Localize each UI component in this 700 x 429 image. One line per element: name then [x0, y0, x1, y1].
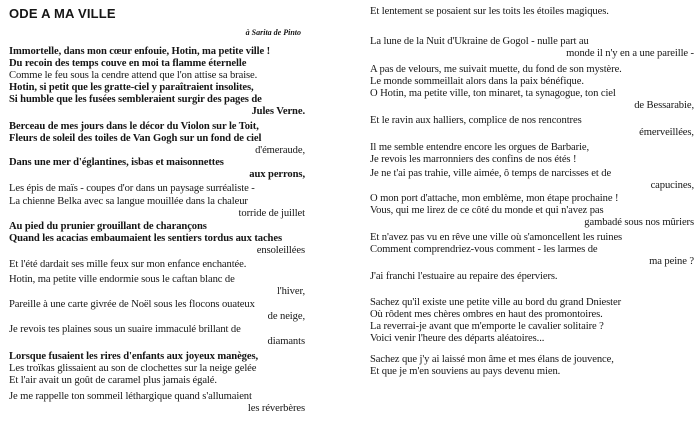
poem-line: Hotin, ma petite ville endormie sous le caftan blanc de	[9, 274, 235, 285]
poem-line: Il me semble entendre encore les orgues de Barbarie,	[370, 142, 590, 153]
poem-line: Si humble que les fusées sembleraient surgir des pages de	[9, 94, 262, 105]
poem-line: Comment comprendriez-vous comment - les larmes de	[370, 244, 598, 255]
poem-line: Vous, qui me lirez de ce côté du monde et qui n'avez pas	[370, 205, 604, 216]
poem-line: A pas de velours, me suivait muette, du fond de son mystère.	[370, 64, 622, 75]
poem-line: Et n'avez pas vu en rêve une ville où s'amoncellent les ruines	[370, 232, 623, 243]
poem-line: monde il n'y en a une pareille -	[566, 48, 694, 59]
poem-line: Berceau de mes jours dans le décor du Violon sur le Toit,	[9, 121, 259, 132]
poem-line: de neige,	[267, 311, 305, 322]
poem-line: diamants	[267, 336, 305, 347]
poem-line: Quand les acacias embaumaient les sentiers tordus aux taches	[9, 233, 282, 244]
poem-line: Immortelle, dans mon cœur enfouie, Hotin, ma petite ville !	[9, 46, 271, 57]
poem-line: ensoleillées	[256, 245, 305, 256]
poem-line: Je me rappelle ton sommeil léthargique quand s'allumaient	[9, 391, 252, 402]
poem-line: Hotin, si petit que les gratte-ciel y paraîtraient insolites,	[9, 82, 254, 93]
poem-line: O mon port d'attache, mon emblème, mon étape prochaine !	[370, 193, 619, 204]
poem-line: La reverrai-je avant que m'emporte le cavalier solitaire ?	[370, 321, 604, 332]
poem-line: Sachez que j'y ai laissé mon âme et mes élans de jouvence,	[370, 354, 614, 365]
poem-line: Le monde sommeillait alors dans la paix bénéfique.	[370, 76, 584, 87]
poem-line: Je revois tes plaines sous un suaire immaculé brillant de	[9, 324, 241, 335]
poem-line: ma peine ?	[649, 256, 694, 267]
poem-line: Où rôdent mes chères ombres en haut des promontoires.	[370, 309, 603, 320]
poem-line: émerveillées,	[639, 127, 694, 138]
poem-title: ODE A MA VILLE	[9, 6, 116, 21]
poem-line: Jules Verne.	[251, 106, 305, 117]
poem-line: Dans une mer d'églantines, isbas et maisonnettes	[9, 157, 224, 168]
poem-line: d'émeraude,	[255, 145, 305, 156]
poem-line: Voici venir l'heure des départs aléatoires...	[370, 333, 545, 344]
poem-line: Et que je m'en souviens au pays devenu mien.	[370, 366, 561, 377]
poem-line: gambadé sous nos mûriers	[584, 217, 694, 228]
poem-line: de Bessarabie,	[634, 100, 694, 111]
poem-line: Fleurs de soleil des toiles de Van Gogh sur un fond de ciel	[9, 133, 262, 144]
poem-line: aux perrons,	[249, 169, 305, 180]
poem-line: Je revois les marronniers des confins de nos étés !	[370, 154, 577, 165]
poem-line: La lune de la Nuit d'Ukraine de Gogol - nulle part au	[370, 36, 589, 47]
poem-line: O Hotin, ma petite ville, ton minaret, ta synagogue, ton ciel	[370, 88, 616, 99]
poem-line: les réverbères	[247, 403, 305, 414]
poem-line: Lorsque fusaient les rires d'enfants aux joyeux manèges,	[9, 351, 259, 362]
poem-line: torride de juillet	[238, 208, 305, 219]
poem-line: J'ai franchi l'estuaire au repaire des éperviers.	[370, 271, 558, 282]
poem-line: Comme le feu sous la cendre attend que l'on attise sa braise.	[9, 70, 258, 81]
poem-line: La chienne Belka avec sa langue mouillée dans la chaleur	[9, 196, 248, 207]
poem-line: Je ne t'ai pas trahie, ville aimée, ô temps de narcisses et de	[370, 168, 612, 179]
poem-line: Et lentement se posaient sur les toits les étoiles magiques.	[370, 6, 609, 17]
poem-line: Et l'été dardait ses mille feux sur mon enfance enchantée.	[9, 259, 247, 270]
poem-line: capucines,	[650, 180, 694, 191]
poem-line: Et le ravin aux halliers, complice de nos rencontres	[370, 115, 582, 126]
poem-line: Et l'air avait un goût de caramel plus jamais égalé.	[9, 375, 217, 386]
poem-line: Du recoin des temps couve en moi ta flamme éternelle	[9, 58, 247, 69]
poem-line: Pareille à une carte givrée de Noël sous les flocons ouateux	[9, 299, 255, 310]
poem-line: l'hiver,	[276, 286, 305, 297]
poem-line: Sachez qu'il existe une petite ville au bord du grand Dniester	[370, 297, 622, 308]
poem-line: Les troïkas glissaient au son de clochettes sur la neige gelée	[9, 363, 257, 374]
poem-line: Les épis de maïs - coupes d'or dans un paysage surréaliste -	[9, 183, 255, 194]
dedication: à Sarita de Pinto	[245, 28, 301, 37]
poem-line: Au pied du prunier grouillant de charançons	[9, 221, 207, 232]
